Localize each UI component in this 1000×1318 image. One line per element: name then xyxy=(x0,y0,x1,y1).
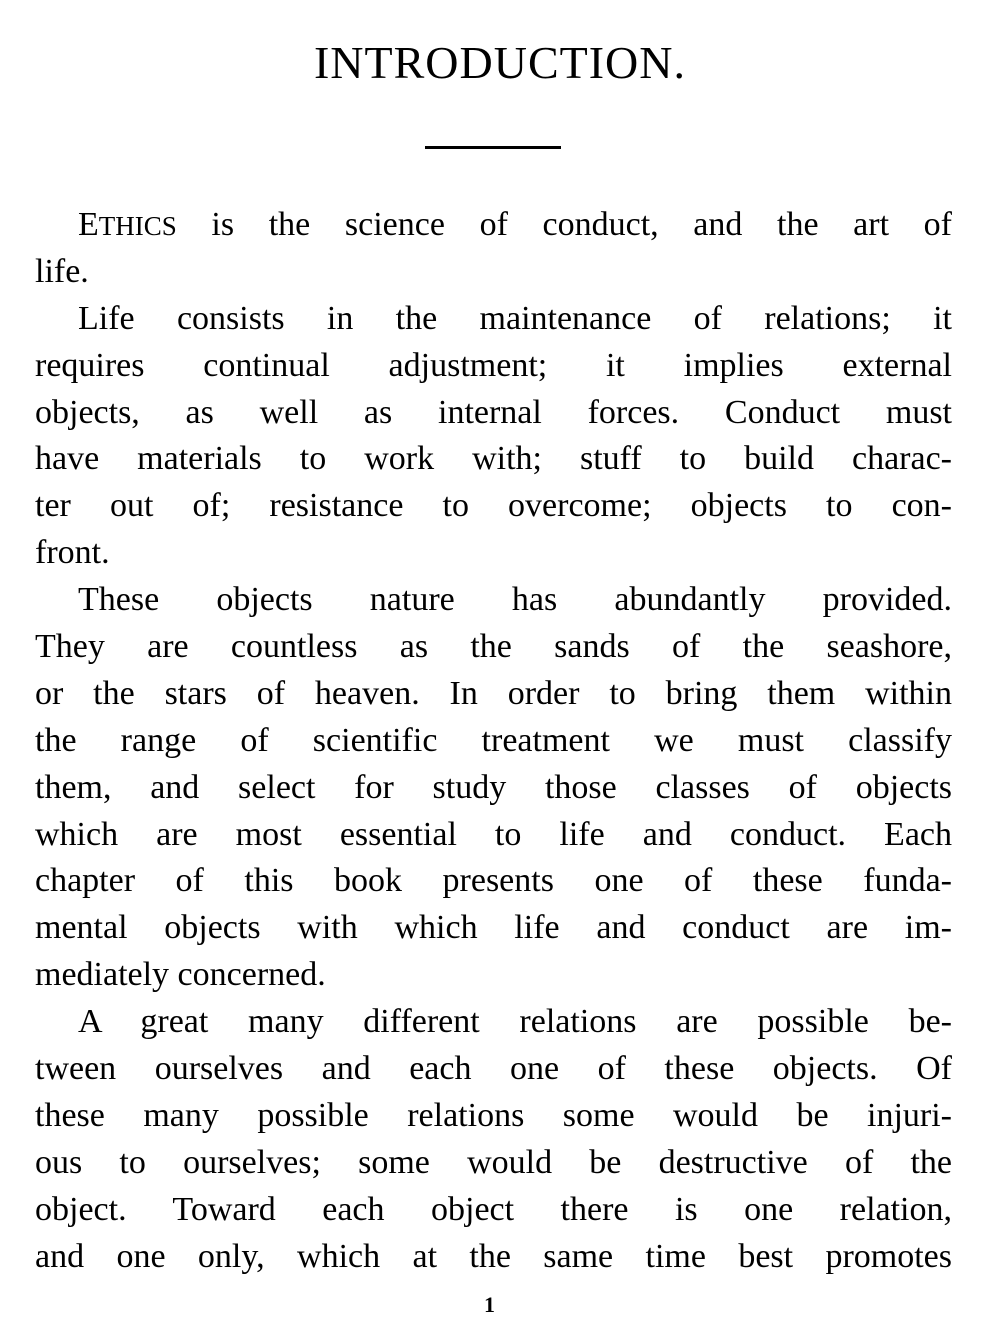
line-text: tween ourselves and each one of these objects. Of xyxy=(35,1050,952,1088)
line-text: They are countless as the sands of the seashore, xyxy=(35,628,952,666)
text-line xyxy=(35,296,952,343)
line-text: objects, as well as internal forces. Conduct must xyxy=(35,393,952,431)
line-text: these many possible relations some would be injuri- xyxy=(35,1096,952,1134)
line-text: or the stars of heaven. In order to bring them within xyxy=(35,674,952,712)
line-text: mediately concerned. xyxy=(35,956,326,994)
body-text xyxy=(35,202,952,1280)
title-rule-divider xyxy=(425,146,561,149)
text-line xyxy=(35,202,952,249)
text-line xyxy=(35,765,952,812)
text-line xyxy=(35,530,952,577)
line-text: chapter of this book presents one of these funda- xyxy=(35,862,952,900)
line-text: have materials to work with; stuff to build charac- xyxy=(35,440,952,478)
text-line xyxy=(35,1187,952,1234)
line-text: These objects nature has abundantly provided. xyxy=(78,581,952,619)
line-text: object. Toward each object there is one relation, xyxy=(35,1190,952,1228)
text-line xyxy=(35,577,952,624)
text-line xyxy=(35,1046,952,1093)
lead-initial: E xyxy=(78,206,99,243)
line-text: ous to ourselves; some would be destructive of the xyxy=(35,1143,952,1181)
text-line xyxy=(35,718,952,765)
text-line xyxy=(35,343,952,390)
lead-small-caps: THICS xyxy=(98,211,177,241)
text-line xyxy=(35,249,952,296)
line-text: the range of scientific treatment we must classify xyxy=(35,721,952,759)
chapter-title: INTRODUCTION. xyxy=(313,37,686,88)
text-line xyxy=(35,1093,952,1140)
line-text: and one only, which at the same time best promotes xyxy=(35,1237,952,1275)
text-line xyxy=(35,812,952,859)
text-line xyxy=(35,1140,952,1187)
text-line xyxy=(35,390,952,437)
page-number: 1 xyxy=(484,1292,495,1317)
line-text: them, and select for study those classes of objects xyxy=(35,768,952,806)
line-text: which are most essential to life and conduct. Each xyxy=(35,815,952,853)
text-line xyxy=(35,999,952,1046)
text-line xyxy=(35,436,952,483)
line-text: requires continual adjustment; it implies external xyxy=(35,346,952,384)
text-line xyxy=(35,1234,952,1281)
line-text: Life consists in the maintenance of relations; it xyxy=(78,299,952,337)
text-line xyxy=(35,483,952,530)
text-line xyxy=(35,858,952,905)
line-text: ter out of; resistance to overcome; objects to con- xyxy=(35,487,952,525)
text-line xyxy=(35,905,952,952)
line-text: front. xyxy=(35,534,110,572)
lead-word xyxy=(78,206,177,243)
line-text: mental objects with which life and conduct are im- xyxy=(35,909,952,947)
text-line xyxy=(35,624,952,671)
text-line xyxy=(35,952,952,999)
text-line xyxy=(35,671,952,718)
line-text: is the science of conduct, and the art of xyxy=(176,206,952,243)
line-text: A great many different relations are possible be- xyxy=(78,1003,952,1041)
line-text: life. xyxy=(35,252,89,290)
